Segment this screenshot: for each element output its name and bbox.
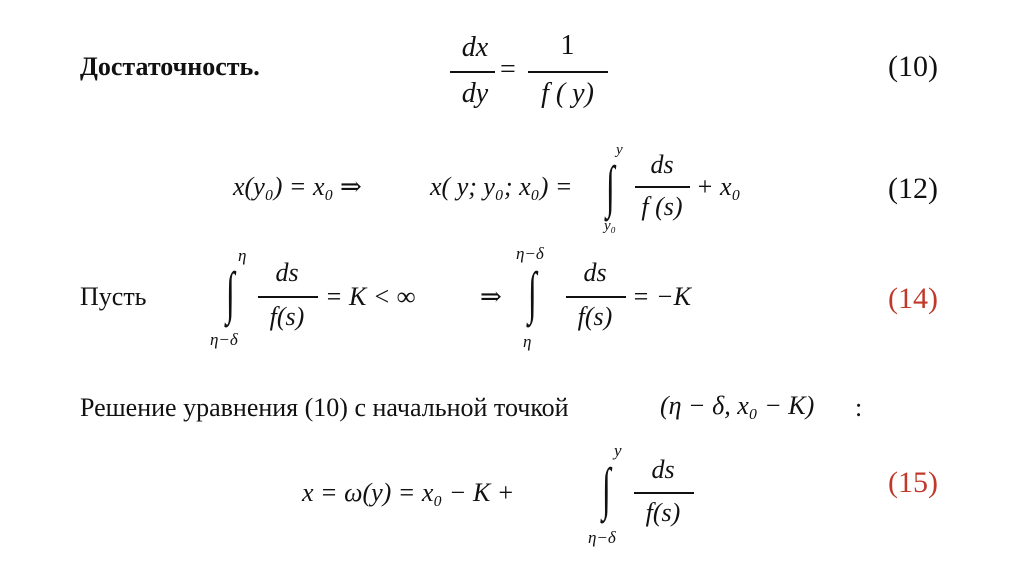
eq10-equals: = [500,54,516,85]
eq12-mid: x( y; y₀; x₀) = [430,172,573,201]
eq14-integral2-lower: η [523,332,532,351]
eq12-lhs: x(y₀) = x₀ ⇒ [233,172,362,201]
eq14-arrow: ⇒ [480,282,502,311]
eq15-integral-lower: η−δ [588,528,616,547]
eq14-integral2-sign: ∫ [528,260,537,325]
eq14-numerator2: ds [583,258,607,287]
eq10-fraction-bar-right [528,71,608,73]
eq12-label: (12) [888,172,938,205]
eq14-fraction-bar1 [258,296,318,298]
section-heading: Достаточность. [80,52,260,81]
eq14-integral1-lower: η−δ [210,330,238,349]
eq15-label: (15) [888,466,938,499]
eq14-numerator1: ds [275,258,299,287]
eq12-integral-lower-limit: y₀ [604,218,616,234]
eq14-denominator1: f(s) [269,302,305,331]
eq10-rhs-denominator: f ( y) [541,78,594,109]
eq10-fraction-bar-left [450,71,495,73]
eq12-denominator: f (s) [641,192,683,221]
eq10-label: (10) [888,50,938,83]
eq14-integral1-upper: η [238,246,247,265]
eq15-integral-sign: ∫ [602,456,611,521]
eq12-numerator: ds [650,150,674,179]
eq14-tail: = −K [632,282,691,311]
eq15-denominator: f(s) [645,498,681,527]
eq15-lhs: x = ω(y) = x₀ − K + [302,478,515,507]
solution-colon: : [855,393,863,422]
solution-text: Решение уравнения (10) с начальной точкой [80,393,569,422]
eq10-rhs-numerator: 1 [560,30,575,61]
solution-point: (η − δ, x₀ − K) [660,391,815,420]
eq14-label: (14) [888,282,938,315]
eq14-fraction-bar2 [566,296,626,298]
eq15-fraction-bar [634,492,694,494]
eq12-integral-upper-limit: y [616,142,623,158]
eq15-integral-upper: y [614,441,622,460]
eq14-integral2-upper: η−δ [516,244,544,263]
eq12-fraction-bar [635,186,690,188]
eq14-mid: = K < ∞ [325,282,416,311]
eq12-tail: + x₀ [696,172,741,201]
eq12-integral-sign: ∫ [606,154,615,219]
eq14-denominator2: f(s) [577,302,613,331]
eq10-denominator-dy: dy [461,78,489,109]
eq15-numerator: ds [651,455,675,484]
eq10-numerator-dx: dx [461,32,489,63]
eq14-word: Пусть [80,282,147,311]
eq14-integral1-sign: ∫ [226,260,235,325]
